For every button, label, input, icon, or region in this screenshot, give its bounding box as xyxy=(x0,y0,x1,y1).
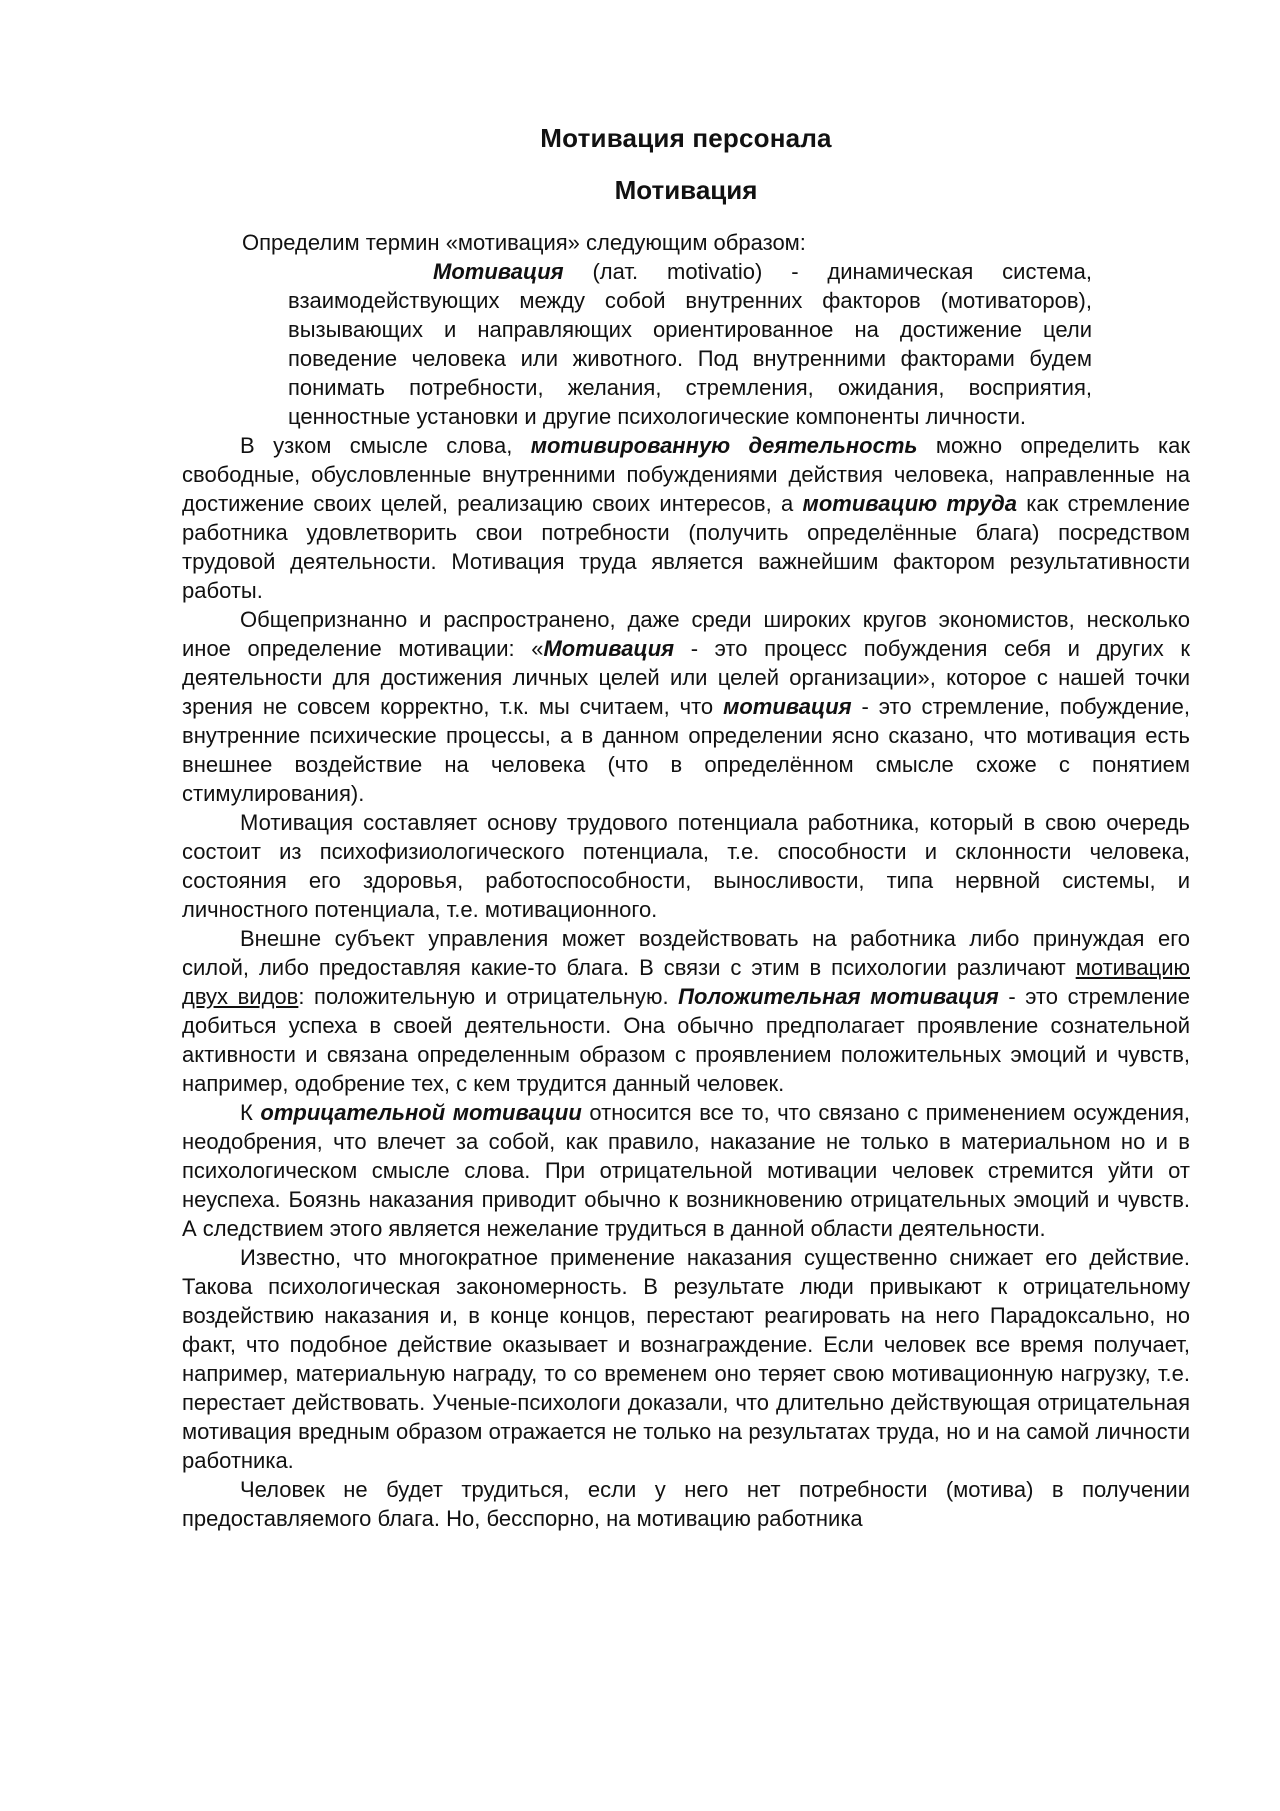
paragraph-4 xyxy=(182,924,1190,1098)
p4-text-c: : положительную и отрицательную. xyxy=(298,984,679,1009)
p1-term-labor-motivation: мотивацию труда xyxy=(802,491,1017,516)
p5-term-negative-motivation: отрицательной мотивации xyxy=(260,1100,582,1125)
paragraph-5 xyxy=(182,1098,1190,1243)
p4-text-e: - это стремление добиться успеха в своей деятельности. Она обычно предполагает проявление сознательной активности и связана определенным образом с проявлением положительных эмоций и чувств, например, одобрение тех, с кем трудится данный человек. xyxy=(182,984,1191,1096)
p4-underlined-two-types: мотивацию двух видов xyxy=(182,955,1190,1009)
paragraph-3: Мотивация составляет основу трудового потенциала работника, который в свою очередь состоит из психофизиологического потенциала, т.е. способности и склонности человека, состояния его здоровья, работоспособности, выносливости, типа нервной системы, и личностного потенциала, т.е. мотивационного. xyxy=(182,810,1190,922)
p5-text-c: относится все то, что связано с применением осуждения, неодобрения, что влечет за собой, как правило, наказание не только в материальном но и в психологическом смысле слова. При отрицательной мотивации человек стремится уйти от неуспеха. Боязнь наказания приводит обычно к возникновению отрицательных эмоций и чувств. А следствием этого является нежелание трудиться в данной области деятельности. xyxy=(182,1100,1190,1241)
paragraph-6: Известно, что многократное применение наказания существенно снижает его действие. Такова психологическая закономерность. В результате люди привыкают к отрицательному воздействию наказания и, в конце концов, перестают реагировать на него Парадоксально, но факт, что подобное действие оказывает и вознаграждение. Если человек все время получает, например, материальную награду, то со временем оно теряет свою мотивационную нагрузку, т.е. перестает действовать. Ученые-психологи доказали, что длительно действующая отрицательная мотивация вредным образом отражается не только на результатах труда, но и на самой личности работника. xyxy=(182,1245,1190,1473)
paragraph-7: Человек не будет трудиться, если у него нет потребности (мотива) в получении предоставляемого блага. Но, бесспорно, на мотивацию работника xyxy=(182,1477,1190,1531)
p2-text-a: Общепризнанно и распространено, даже среди широких кругов экономистов, несколько иное определение мотивации: « xyxy=(182,607,1190,661)
intro-paragraph: Определим термин «мотивация» следующим образом: xyxy=(242,230,806,255)
p1-text-c: можно определить как свободные, обусловленные внутренними побуждениями действия человека, направленные на достижение своих целей, реализацию своих интересов, а xyxy=(182,433,1190,516)
document-title: Мотивация персонала xyxy=(540,123,832,153)
p4-text-a: Внешне субъект управления может воздействовать на работника либо принуждая его силой, либо предоставляя какие-то блага. В связи с этим в психологии различают xyxy=(182,926,1190,980)
p2-text-e: - это стремление, побуждение, внутренние психические процессы, а в данном определении ясно сказано, что мотивация есть внешнее воздействие на человека (что в определённом смысле схоже с понятием стимулирования). xyxy=(182,694,1190,806)
p1-term-motivated-activity: мотивированную деятельность xyxy=(530,433,918,458)
paragraph-1 xyxy=(182,431,1190,605)
p2-term-motivation: Мотивация xyxy=(543,636,675,661)
p2-text-c: - это процесс побуждения себя и других к деятельности для достижения личных целей или целей организации», которое с нашей точки зрения не совсем корректно, т.к. мы считаем, что xyxy=(182,636,1190,719)
p1-text-a: В узком смысле слова, xyxy=(240,433,531,458)
section-heading: Мотивация xyxy=(614,175,758,205)
definition-term: Мотивация xyxy=(433,259,564,284)
definition-paragraph xyxy=(288,257,1092,431)
definition-text: (лат. motivatio) - динамическая система, взаимодействующих между собой внутренних факторов (мотиваторов), вызывающих и направляющих ориентированное на достижение цели поведение человека или животного. Под внутренними факторами будем понимать потребности, желания, стремления, ожидания, восприятия, ценностные установки и другие психологические компоненты личности. xyxy=(288,259,1092,429)
p1-text-e: как стремление работника удовлетворить свои потребности (получить определённые блага) посредством трудовой деятельности. Мотивация труда является важнейшим фактором результативности работы. xyxy=(182,491,1190,603)
p4-term-positive-motivation: Положительная мотивация xyxy=(678,984,999,1009)
p5-text-a: К xyxy=(240,1100,261,1125)
p2-term-motivation-2: мотивация xyxy=(723,694,852,719)
paragraph-2 xyxy=(182,605,1190,808)
